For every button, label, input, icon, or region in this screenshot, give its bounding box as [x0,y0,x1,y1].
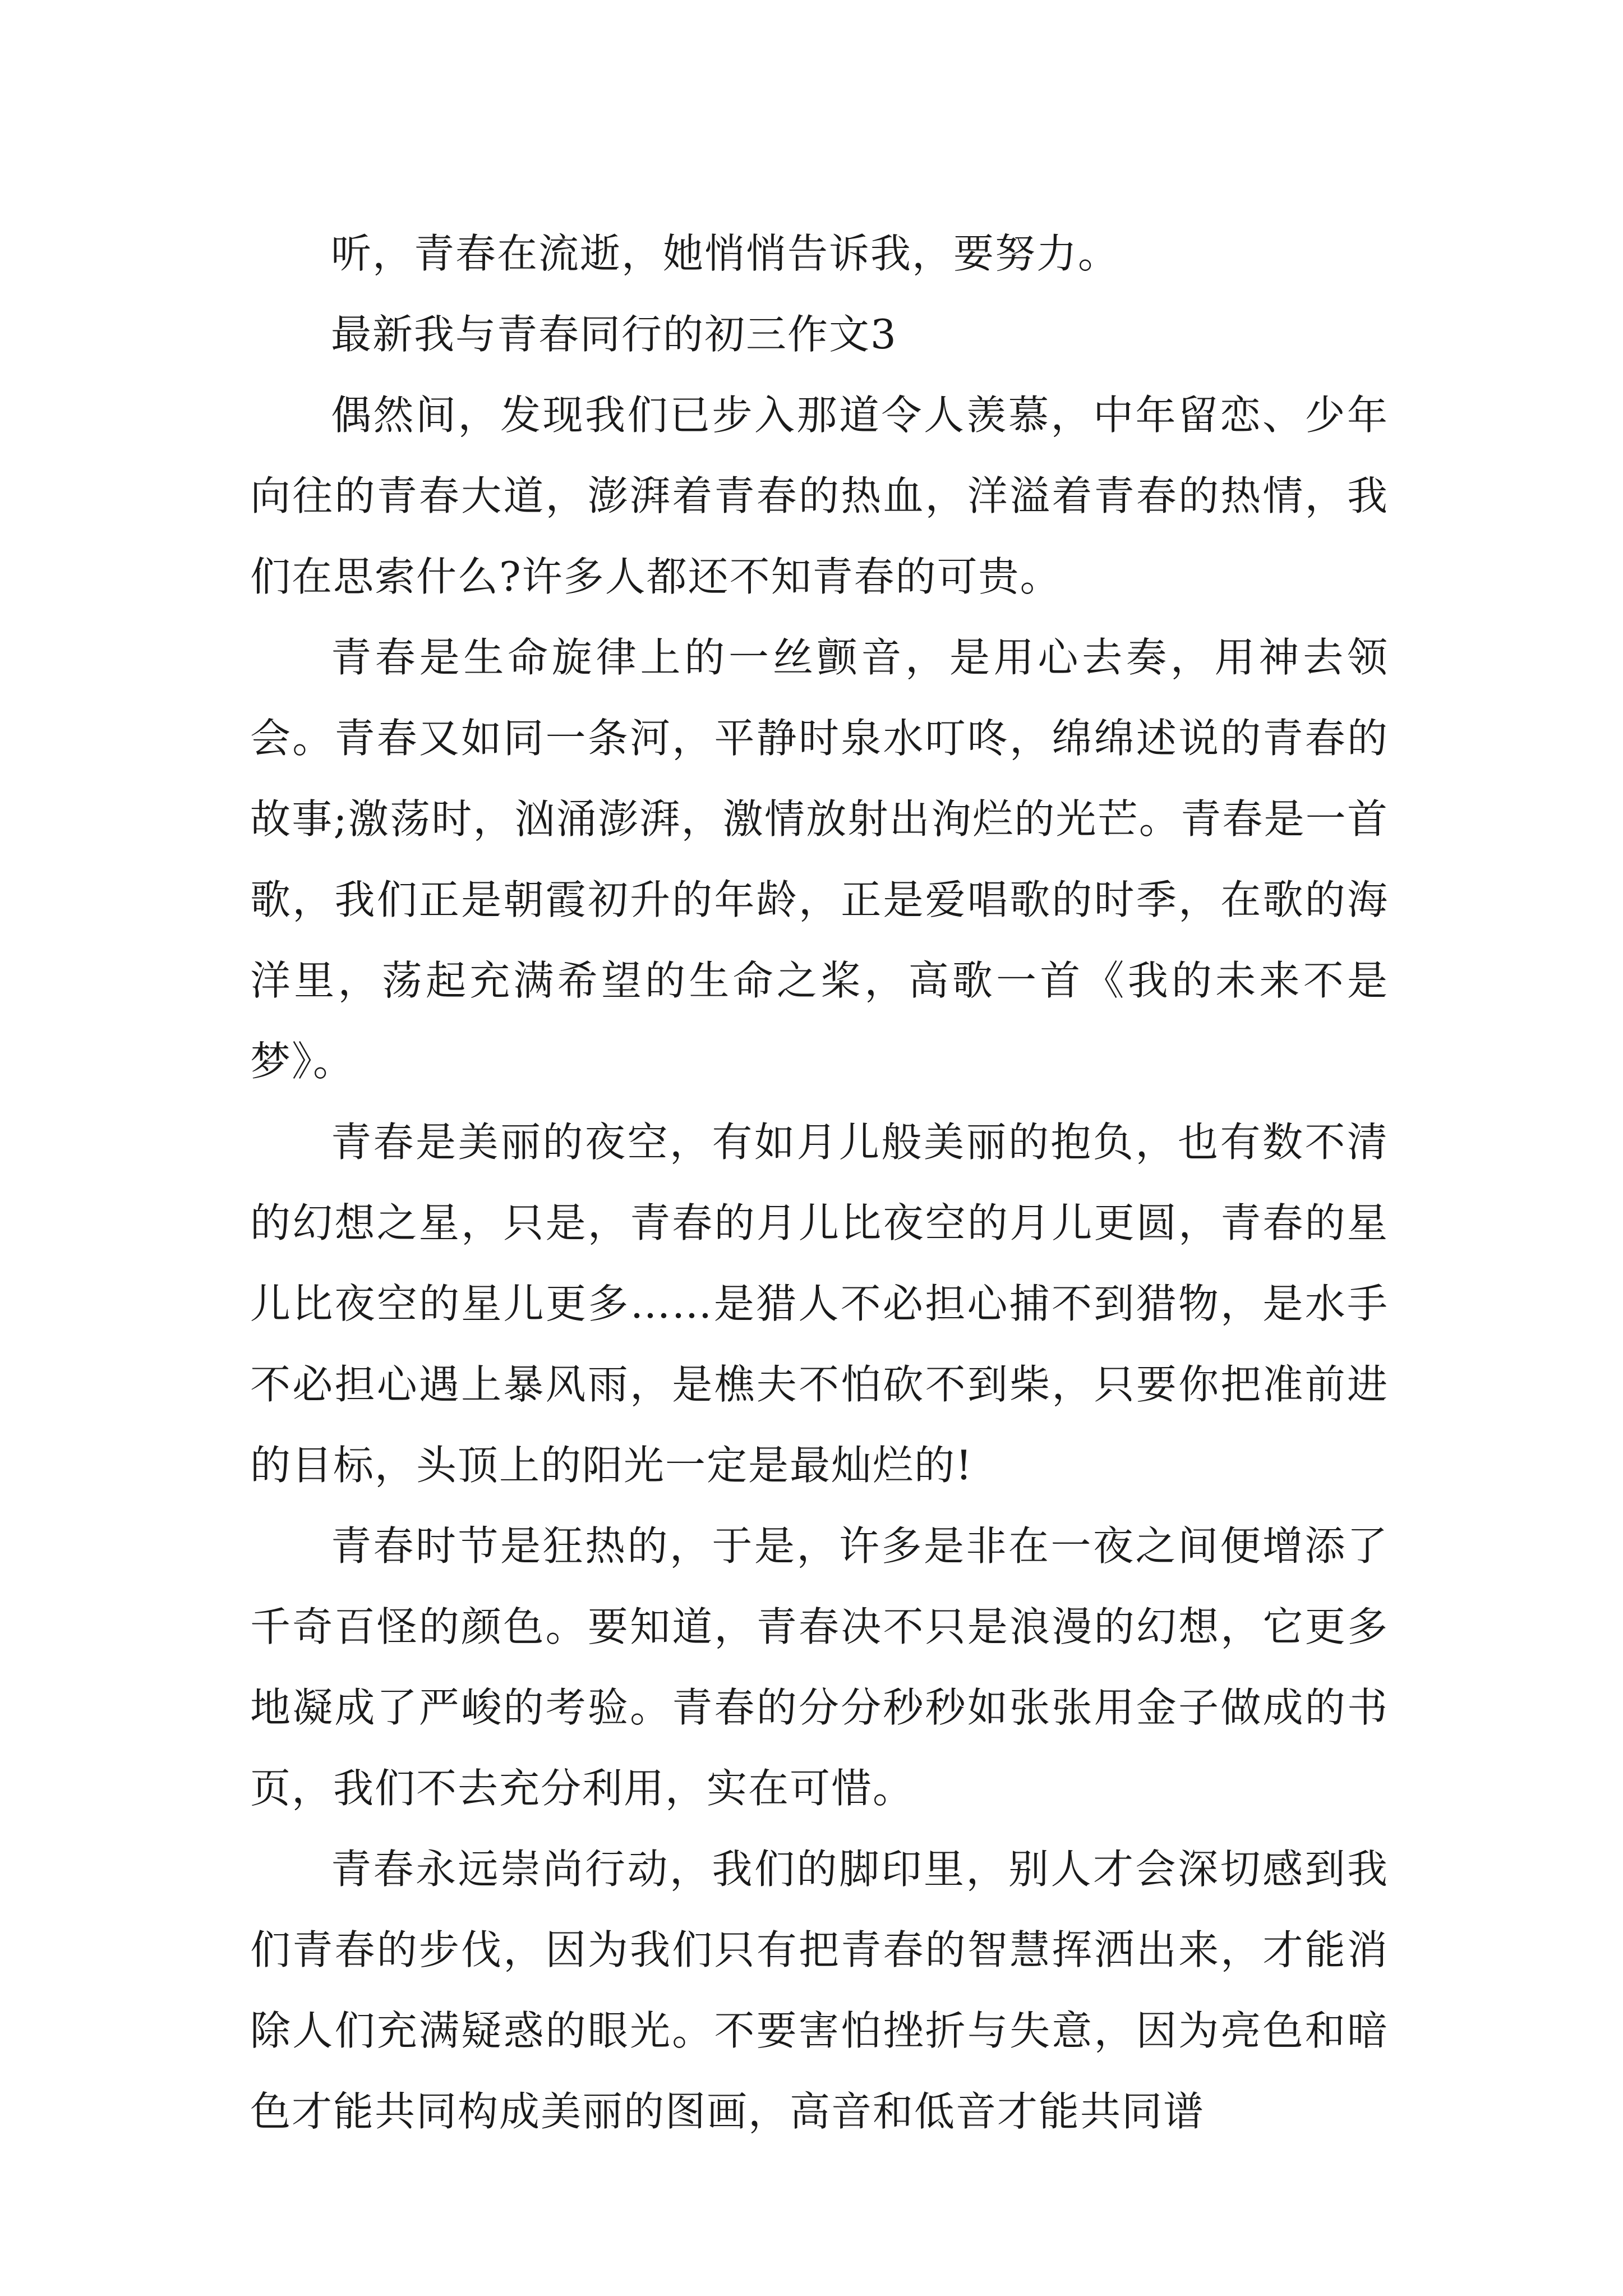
paragraph-3: 青春是生命旋律上的一丝颤音，是用心去奏，用神去领会。青春又如同一条河，平静时泉水叮咚，绵绵述说的青春的故事;激荡时，汹涌澎湃，激情放射出洵烂的光芒。青春是一首歌，我们正是朝霞初升的年龄，正是爱唱歌的时季，在歌的海洋里，荡起充满希望的生命之桨，高歌一首《我的未来不是梦》。 [250,634,1389,1085]
paragraph-6: 青春永远崇尚行动，我们的脚印里，别人才会深切感到我们青春的步伐，因为我们只有把青春的智慧挥洒出来，才能消除人们充满疑惑的眼光。不要害怕挫折与失意，因为亮色和暗色才能共同构成美丽的图画，高音和低音才能共同谱 [250,1846,1389,2135]
paragraph-2: 偶然间，发现我们已步入那道令人羡慕，中年留恋、少年向往的青春大道，澎湃着青春的热血，洋溢着青春的热情，我们在思索什么?许多人都还不知青春的可贵。 [250,392,1389,600]
document-body [250,213,1389,2152]
paragraph-5: 青春时节是狂热的，于是，许多是非在一夜之间便增添了千奇百怪的颜色。要知道，青春决不只是浪漫的幻想，它更多地凝成了严峻的考验。青春的分分秒秒如张张用金子做成的书页，我们不去充分利用，实在可惜。 [250,1522,1389,1812]
section-heading: 最新我与青春同行的初三作文3 [331,311,897,358]
paragraph-1: 听，青春在流逝，她悄悄告诉我，要努力。 [331,230,1120,277]
paragraph-4: 青春是美丽的夜空，有如月儿般美丽的抱负，也有数不清的幻想之星，只是，青春的月儿比夜空的月儿更圆，青春的星儿比夜空的星儿更多……是猎人不必担心捕不到猎物，是水手不必担心遇上暴风雨，是樵夫不怕砍不到柴，只要你把准前进的目标，头顶上的阳光一定是最灿烂的! [250,1119,1389,1489]
